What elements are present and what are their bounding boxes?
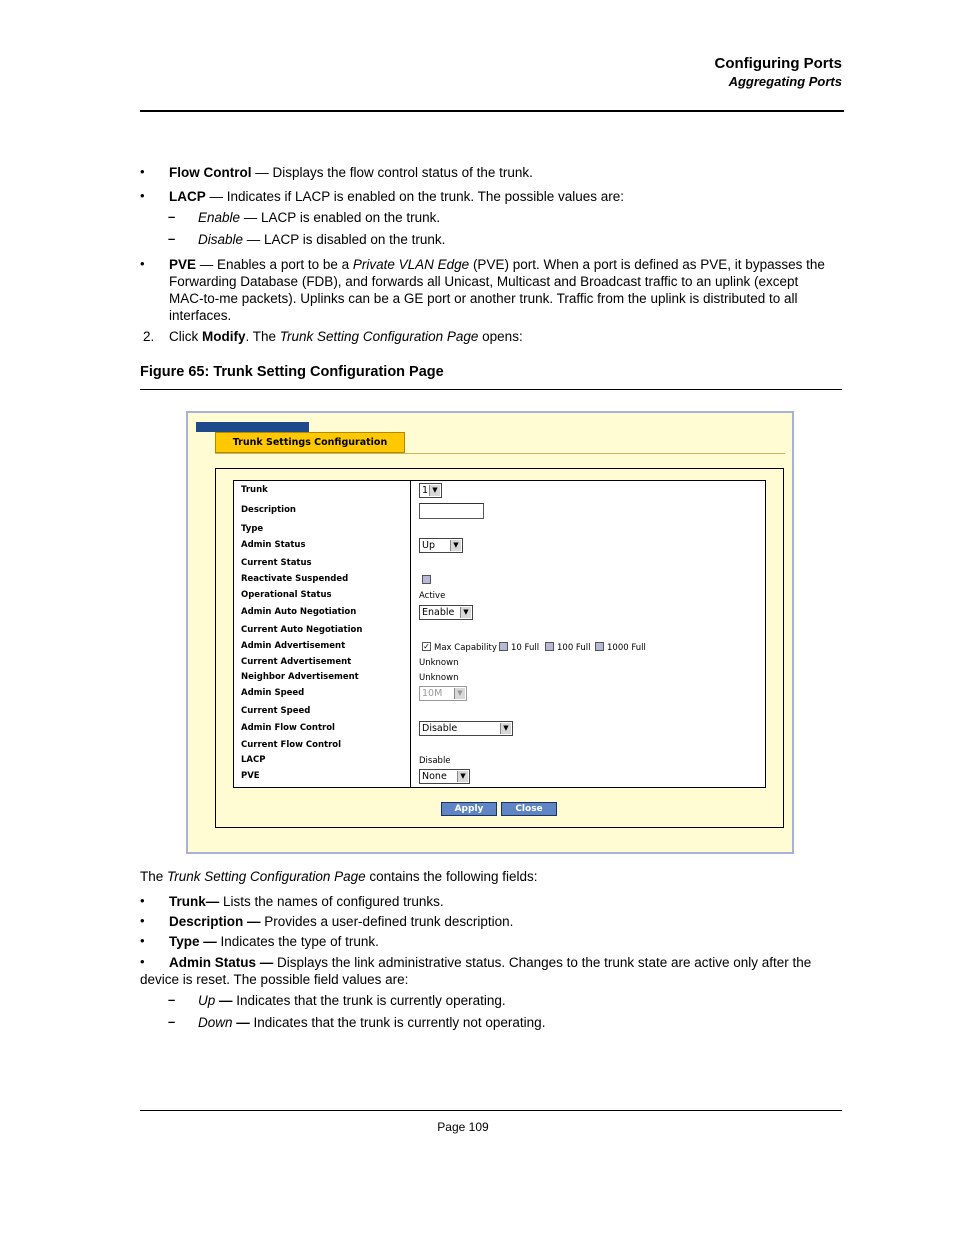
bullet-icon: • (140, 933, 145, 948)
label-current-advertisement: Current Advertisement (241, 657, 352, 667)
admin-speed-select[interactable]: 10M ▼ (419, 686, 467, 701)
operational-status-value: Active (419, 591, 446, 601)
max-capability-checkbox[interactable]: ✓ (423, 642, 430, 651)
adv-100-full-checkbox[interactable] (545, 642, 554, 651)
adv-1000-full-checkbox[interactable] (595, 642, 604, 651)
bullet-icon: • (140, 913, 145, 928)
adv-10-full-label: 10 Full (511, 643, 540, 653)
adv-100-full-label: 100 Full (557, 643, 591, 653)
list-subitem-enable: Enable — LACP is enabled on the trunk. (198, 210, 441, 225)
label-current-speed: Current Speed (241, 706, 311, 716)
label-description: Description (241, 505, 296, 515)
label-operational-status: Operational Status (241, 590, 332, 600)
label-neighbor-advertisement: Neighbor Advertisement (241, 672, 359, 682)
bullet-icon: • (140, 954, 145, 969)
chevron-down-icon: ▼ (454, 688, 465, 699)
chevron-down-icon: ▼ (450, 540, 461, 551)
chevron-down-icon: ▼ (460, 607, 471, 618)
label-current-status: Current Status (241, 558, 312, 568)
label-admin-auto-negotiation: Admin Auto Negotiation (241, 607, 357, 617)
current-advertisement-value: Unknown (419, 658, 459, 668)
list-item-admin-status-cont: device is reset. The possible field values are: (140, 972, 409, 987)
neighbor-advertisement-value: Unknown (419, 673, 459, 683)
list-subitem-disable: Disable — LACP is disabled on the trunk. (198, 232, 446, 247)
chevron-down-icon: ▼ (457, 771, 468, 782)
label-trunk: Trunk (241, 485, 268, 495)
dash-icon: – (168, 231, 176, 246)
list-item-description: Description — Provides a user-defined trunk description. (169, 914, 514, 929)
label-admin-advertisement: Admin Advertisement (241, 641, 346, 651)
bullet-icon: • (140, 893, 145, 908)
tab-trunk-settings[interactable]: Trunk Settings Configuration (215, 432, 405, 453)
list-item-admin-status: Admin Status — Displays the link administrative status. Changes to the trunk state are active only after the (169, 955, 812, 970)
list-item-trunk: Trunk— Lists the names of configured trunks. (169, 894, 444, 909)
dash-icon: – (168, 1014, 176, 1029)
label-admin-flow-control: Admin Flow Control (241, 723, 335, 733)
page-number: Page 109 (437, 1120, 489, 1134)
figure-caption: Figure 65: Trunk Setting Configuration Page (140, 364, 444, 380)
admin-status-select[interactable]: Up ▼ (419, 538, 463, 553)
chevron-down-icon: ▼ (500, 723, 511, 734)
list-item-lacp: LACP — Indicates if LACP is enabled on the trunk. The possible values are: (169, 189, 624, 204)
step-number: 2. (143, 329, 155, 344)
admin-auto-negotiation-select[interactable]: Enable ▼ (419, 605, 473, 620)
adv-1000-full-label: 1000 Full (607, 643, 646, 653)
list-item-type: Type — Indicates the type of trunk. (169, 934, 379, 949)
footer-rule (140, 1110, 842, 1111)
adv-10-full-checkbox[interactable] (499, 642, 508, 651)
label-pve: PVE (241, 771, 260, 781)
tab-header-bar (196, 422, 309, 432)
label-lacp: LACP (241, 755, 266, 765)
fields-intro: The Trunk Setting Configuration Page contains the following fields: (140, 869, 538, 884)
apply-button[interactable]: Apply (441, 802, 497, 816)
list-subitem-down: Down — Indicates that the trunk is currently not operating. (198, 1015, 546, 1030)
column-divider (410, 481, 411, 787)
bullet-icon: • (140, 256, 145, 271)
description-input[interactable] (419, 503, 484, 519)
list-subitem-up: Up — Indicates that the trunk is currently operating. (198, 993, 506, 1008)
dash-icon: – (168, 209, 176, 224)
dash-icon: – (168, 992, 176, 1007)
reactivate-suspended-checkbox[interactable] (422, 575, 431, 584)
header-subtitle: Aggregating Ports (728, 74, 842, 89)
trunk-select[interactable]: 1 ▼ (419, 483, 442, 498)
close-button[interactable]: Close (501, 802, 557, 816)
label-reactivate-suspended: Reactivate Suspended (241, 574, 349, 584)
label-type: Type (241, 524, 264, 534)
bullet-icon: • (140, 164, 145, 179)
max-capability-label: Max Capability (434, 643, 497, 653)
label-current-flow-control: Current Flow Control (241, 740, 342, 750)
header-title: Configuring Ports (714, 55, 842, 72)
list-item-flow-control: Flow Control — Displays the flow control status of the trunk. (169, 165, 533, 180)
label-admin-status: Admin Status (241, 540, 306, 550)
header-rule (140, 110, 844, 112)
admin-flow-control-select[interactable]: Disable ▼ (419, 721, 513, 736)
chevron-down-icon: ▼ (429, 485, 440, 496)
step-2-text: Click Modify. The Trunk Setting Configuration Page opens: (169, 329, 523, 344)
label-admin-speed: Admin Speed (241, 688, 305, 698)
caption-rule (140, 389, 842, 390)
pve-select[interactable]: None ▼ (419, 769, 470, 784)
tab-underline (215, 453, 785, 454)
list-item-pve: PVE — Enables a port to be a Private VLAN Edge (PVE) port. When a port is defined as PVE, it bypasses the Forwarding Database (FDB), and forwards all Unicast, Multicast and Broadcast traffic to an uplink (except MAC-to-me packets). Uplinks can be a GE port or another trunk. Traffic from the uplink is distributed to all interfaces. (169, 257, 825, 323)
bullet-icon: • (140, 188, 145, 203)
label-current-auto-negotiation: Current Auto Negotiation (241, 625, 363, 635)
lacp-value: Disable (419, 756, 451, 766)
